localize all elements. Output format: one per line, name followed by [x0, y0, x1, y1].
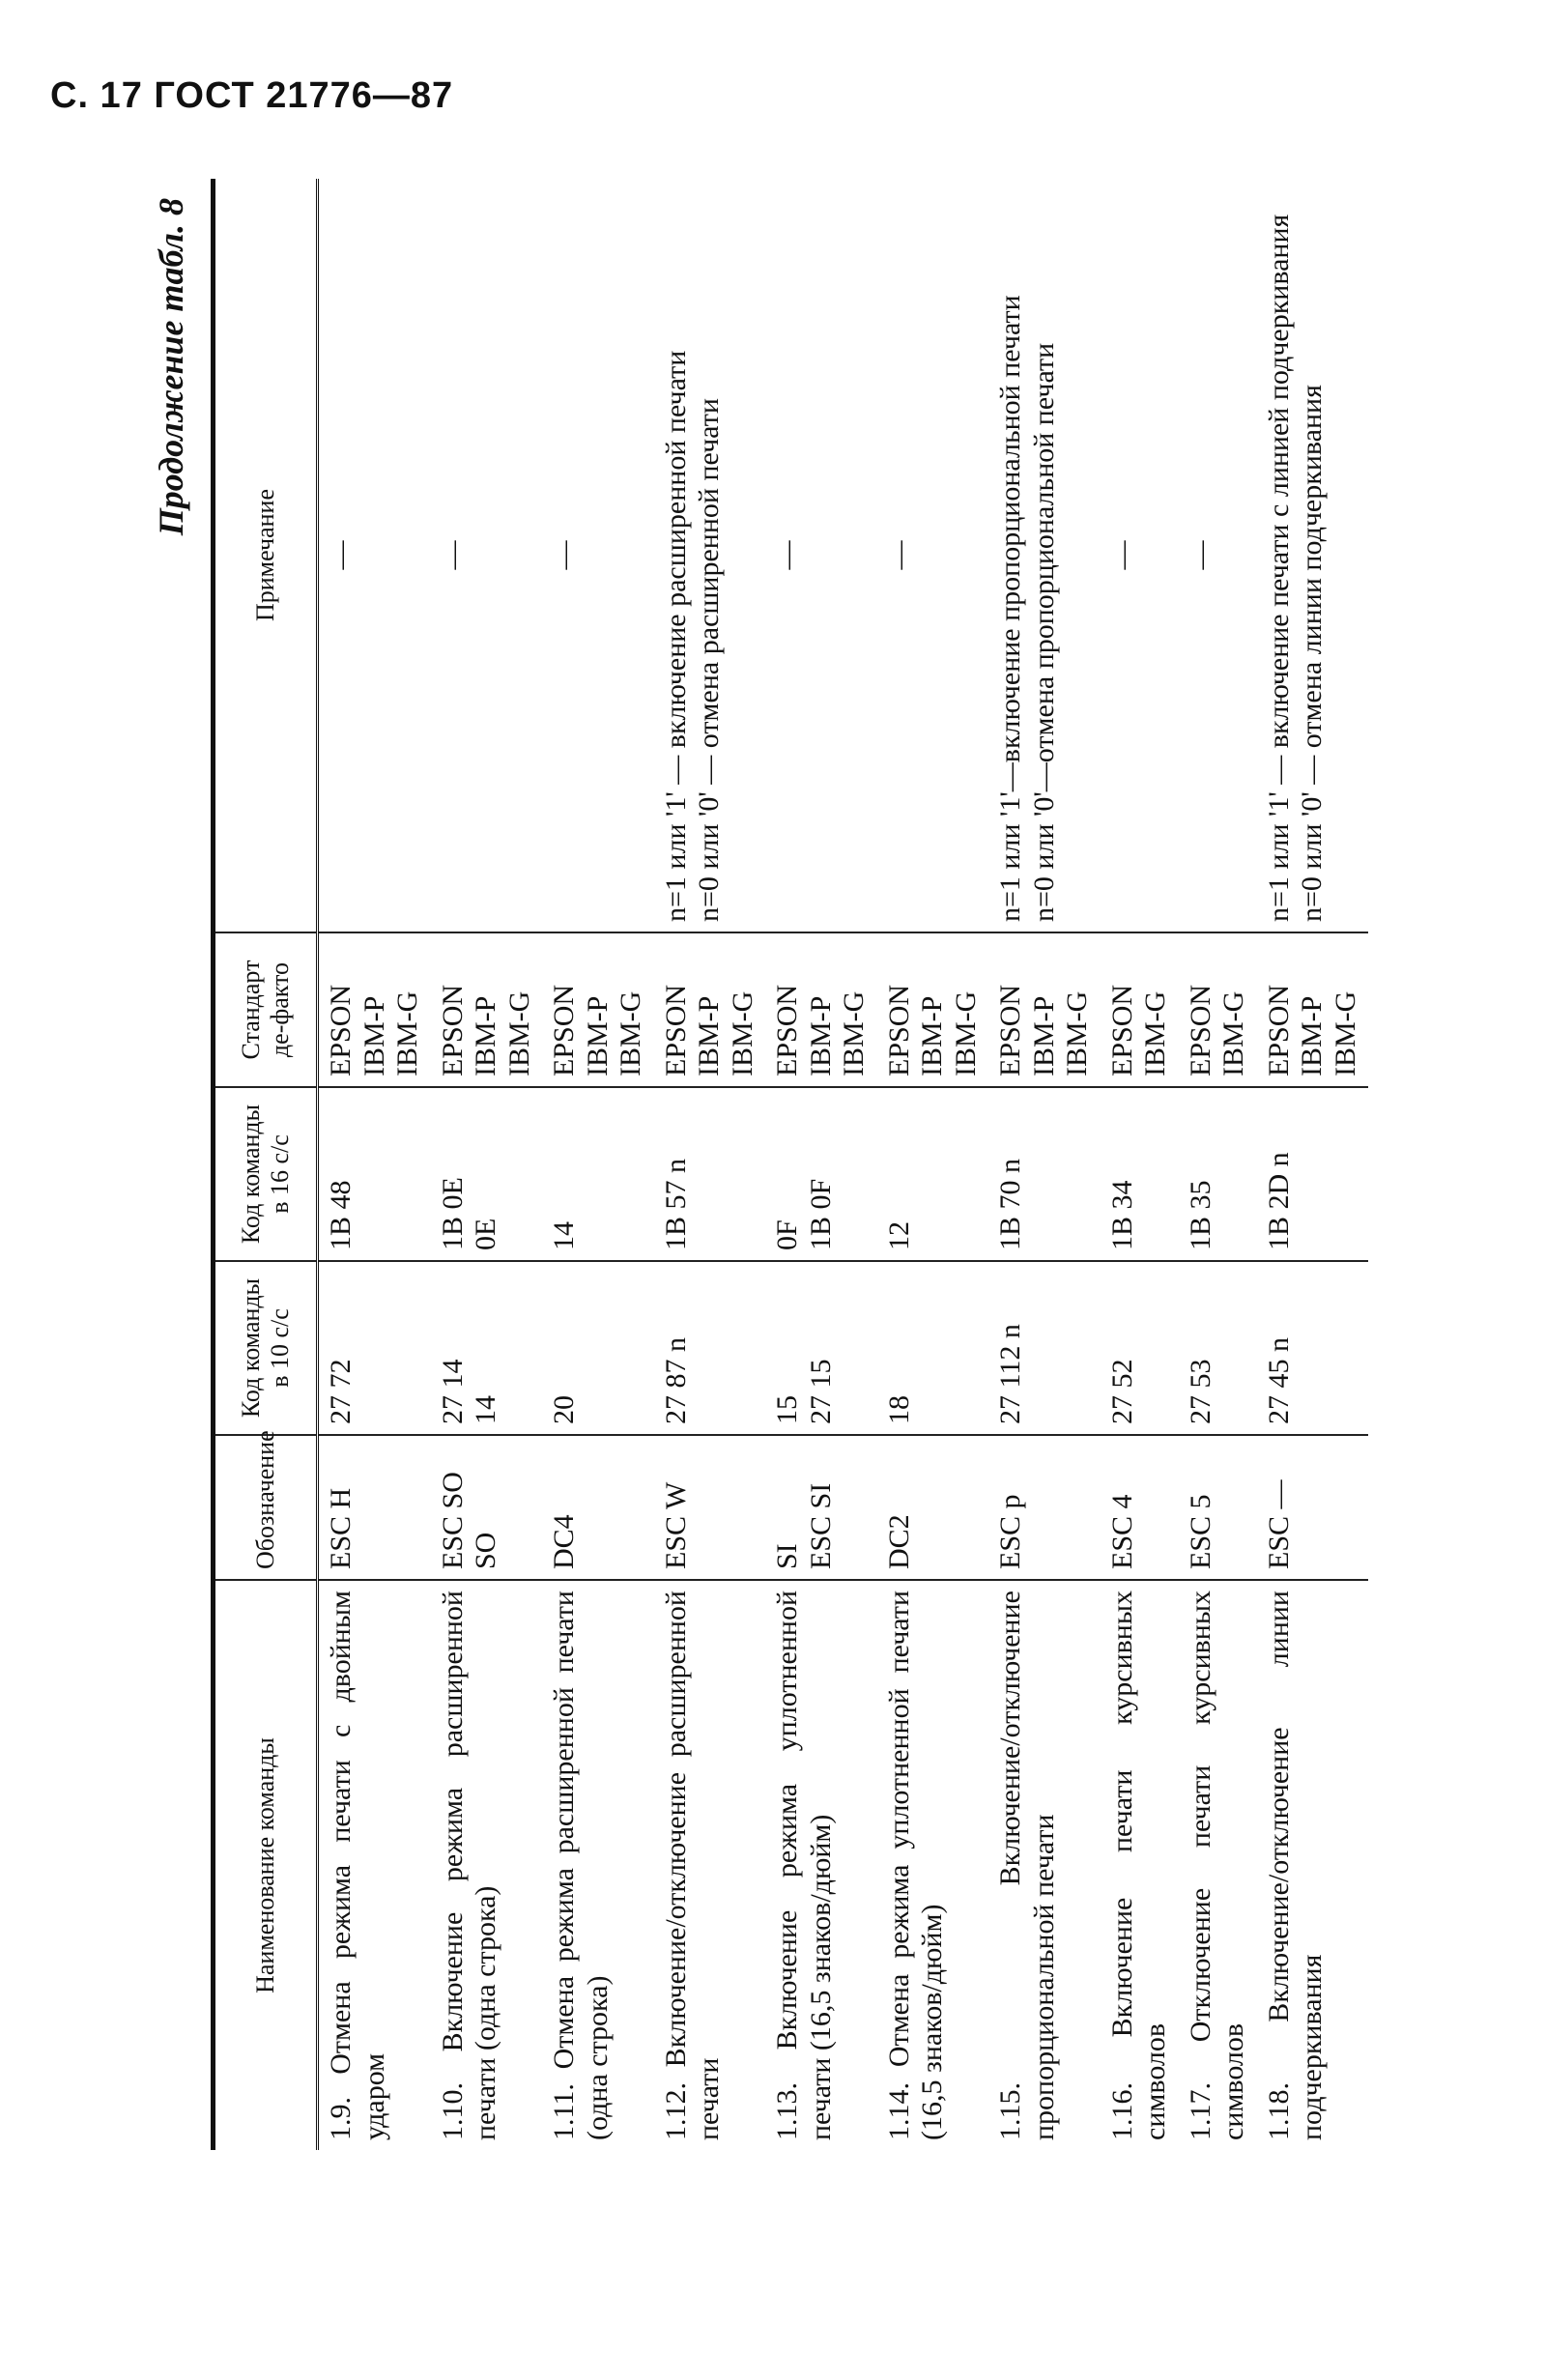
cmd-note: — [318, 179, 431, 932]
cmd-name: 1.13. Включение режима уплотненной печати (16,5 знаков/дюйм) [771, 1591, 837, 2140]
cmd-note: — [765, 179, 877, 932]
command-table [211, 179, 1368, 2150]
cmd-std: EPSON IBM-P IBM-G [318, 932, 431, 1087]
page-header: С. 17 ГОСТ 21776—87 [50, 75, 454, 116]
cmd-hex: 1B 2D n [1257, 1087, 1369, 1261]
cmd-name: 1.14. Отмена режима уплотненной печати (16,5 знаков/дюйм) [882, 1591, 948, 2140]
cmd-code: ESC p [988, 1435, 1101, 1580]
cmd-name: 1.16. Включение печати курсивных символов [1105, 1591, 1171, 2140]
cmd-note: n=1 или '1' — включение расширенной печати n=0 или '0' — отмена расширенной печати [654, 179, 766, 932]
cmd-hex: 0F 1B 0F [765, 1087, 877, 1261]
cmd-std: EPSON IBM-P IBM-G [877, 932, 989, 1087]
cmd-hex: 1B 0E 0E [431, 1087, 543, 1261]
cmd-name: 1.10. Включение режима расширенной печати (одна строка) [436, 1591, 501, 2140]
cmd-code: ESC SO SO [431, 1435, 543, 1580]
cmd-dec: 18 [877, 1261, 989, 1435]
cmd-code: SI ESC SI [765, 1435, 877, 1580]
col-header-hex: Код команды в 16 с/с [214, 1087, 318, 1261]
cmd-dec: 27 112 n [988, 1261, 1101, 1435]
table-row [1179, 179, 1257, 2150]
cmd-note: n=1 или '1'—включение пропорциональной печати n=0 или '0'—отмена пропорциональной печати [988, 179, 1101, 932]
cmd-code: DC2 [877, 1435, 989, 1580]
cmd-note: — [877, 179, 989, 932]
cmd-note: n=1 или '1' — включение печати с линией подчеркивания n=0 или '0' — отмена линии подчеркивания [1257, 179, 1369, 932]
col-header-name: Наименование команды [214, 1580, 318, 2150]
table-row [988, 179, 1101, 2150]
cmd-std: EPSON IBM-G [1101, 932, 1179, 1087]
col-header-note: Примечание [214, 179, 318, 932]
table-caption: Продолжение табл. 8 [152, 198, 190, 536]
cmd-code: ESC — [1257, 1435, 1369, 1580]
cmd-name: 1.11. Отмена режима расширенной печати (одна строка) [548, 1591, 614, 2140]
cmd-hex: 14 [542, 1087, 654, 1261]
cmd-std: EPSON IBM-P IBM-G [542, 932, 654, 1087]
table-row [1101, 179, 1179, 2150]
cmd-dec: 27 72 [318, 1261, 431, 1435]
col-header-dec: Код команды в 10 с/с [214, 1261, 318, 1435]
table-row [318, 179, 431, 2150]
table-row [542, 179, 654, 2150]
cmd-std: EPSON IBM-P IBM-G [431, 932, 543, 1087]
cmd-std: EPSON IBM-P IBM-G [654, 932, 766, 1087]
cmd-note: — [542, 179, 654, 932]
cmd-dec: 27 53 [1179, 1261, 1257, 1435]
cmd-hex: 1B 57 n [654, 1087, 766, 1261]
cmd-hex: 1B 70 n [988, 1087, 1101, 1261]
table-row [765, 179, 877, 2150]
cmd-dec: 27 45 n [1257, 1261, 1369, 1435]
cmd-dec: 15 27 15 [765, 1261, 877, 1435]
cmd-note: — [1179, 179, 1257, 932]
table-row [877, 179, 989, 2150]
rotated-table-area [143, 179, 1389, 2150]
cmd-code: ESC 5 [1179, 1435, 1257, 1580]
cmd-std: EPSON IBM-G [1179, 932, 1257, 1087]
cmd-note: — [1101, 179, 1179, 932]
cmd-note: — [431, 179, 543, 932]
cmd-dec: 20 [542, 1261, 654, 1435]
cmd-std: EPSON IBM-P IBM-G [1257, 932, 1369, 1087]
table-row [1257, 179, 1369, 2150]
cmd-code: DC4 [542, 1435, 654, 1580]
cmd-name: 1.15. Включение/отключение пропорциональной печати [994, 1591, 1060, 2140]
table-row [431, 179, 543, 2150]
col-header-code: Обозначение [214, 1435, 318, 1580]
cmd-std: EPSON IBM-P IBM-G [988, 932, 1101, 1087]
cmd-code: ESC 4 [1101, 1435, 1179, 1580]
cmd-hex: 1B 34 [1101, 1087, 1179, 1261]
cmd-hex: 1B 48 [318, 1087, 431, 1261]
col-header-std: Стандарт де-факто [214, 932, 318, 1087]
cmd-dec: 27 14 14 [431, 1261, 543, 1435]
cmd-dec: 27 87 n [654, 1261, 766, 1435]
cmd-name: 1.18. Включение/отключение линии подчеркивания [1262, 1591, 1328, 2140]
cmd-hex: 1B 35 [1179, 1087, 1257, 1261]
table-row [654, 179, 766, 2150]
cmd-dec: 27 52 [1101, 1261, 1179, 1435]
cmd-code: ESC H [318, 1435, 431, 1580]
cmd-name: 1.17. Отключение печати курсивных символов [1184, 1591, 1249, 2140]
cmd-hex: 12 [877, 1087, 989, 1261]
cmd-code: ESC W [654, 1435, 766, 1580]
cmd-name: 1.12. Включение/отключение расширенной печати [659, 1591, 725, 2140]
cmd-name: 1.9. Отмена режима печати с двойным ударом [325, 1591, 390, 2140]
cmd-std: EPSON IBM-P IBM-G [765, 932, 877, 1087]
